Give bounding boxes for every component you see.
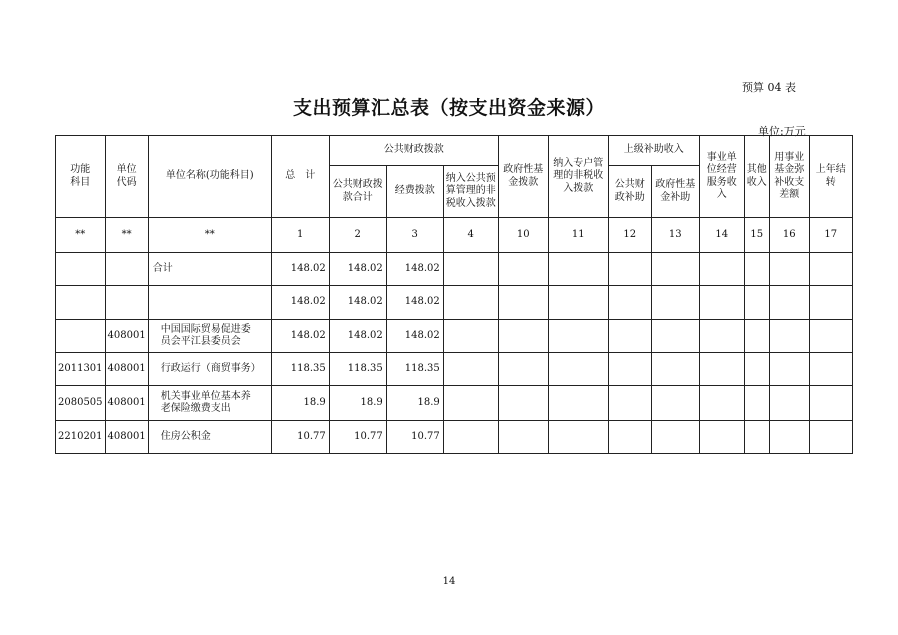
empty-cell — [548, 386, 608, 421]
index-cell: ** — [56, 218, 106, 253]
header-func-subject-label: 功能 科目 — [70, 164, 91, 188]
empty-cell — [744, 253, 769, 286]
header-non-tax-revenue — [443, 166, 498, 218]
header-operating-funds — [386, 166, 443, 218]
unit-code-cell: 408001 — [105, 320, 148, 353]
header-public-finance-total — [329, 166, 386, 218]
empty-cell — [699, 286, 744, 320]
empty-cell — [498, 253, 548, 286]
empty-cell — [498, 320, 548, 353]
header-unit-code-label: 单位 代码 — [116, 164, 137, 188]
public-finance-total-cell: 148.02 — [329, 320, 386, 353]
func-code-cell: 2080505 — [56, 386, 106, 421]
header-operating-funds-label: 经费拨款 — [394, 185, 435, 197]
index-cell: 4 — [443, 218, 498, 253]
index-cell: 11 — [548, 218, 608, 253]
index-cell: ** — [105, 218, 148, 253]
empty-cell — [651, 353, 699, 386]
unit-code-cell: 408001 — [105, 421, 148, 454]
empty-cell — [769, 386, 809, 421]
header-public-finance-group-label: 公共财政拨款 — [383, 144, 444, 156]
header-other-income-label: 其他 收入 — [746, 164, 767, 188]
empty-cell — [809, 386, 852, 421]
empty-cell — [809, 353, 852, 386]
public-finance-total-cell: 148.02 — [329, 253, 386, 286]
empty-cell — [699, 386, 744, 421]
empty-cell — [809, 421, 852, 454]
table-row — [56, 320, 853, 353]
empty-cell — [608, 421, 651, 454]
total-cell: 148.02 — [271, 320, 329, 353]
empty-cell — [443, 320, 498, 353]
empty-cell — [608, 286, 651, 320]
header-public-finance-subsidy — [608, 166, 651, 218]
header-unit-name-label: 单位名称(功能科目) — [165, 170, 254, 182]
public-finance-total-cell: 118.35 — [329, 353, 386, 386]
empty-cell — [699, 353, 744, 386]
header-total-label: 总 计 — [285, 170, 316, 182]
empty-cell — [769, 253, 809, 286]
func-code-cell — [56, 286, 106, 320]
empty-cell — [651, 421, 699, 454]
empty-cell — [608, 320, 651, 353]
empty-cell — [651, 386, 699, 421]
empty-cell — [548, 286, 608, 320]
empty-cell — [809, 253, 852, 286]
unit-name-cell: 住房公积金 — [148, 421, 271, 454]
header-fund-balance — [769, 136, 809, 218]
index-cell: 17 — [809, 218, 852, 253]
unit-name-cell — [148, 286, 271, 320]
table-row — [56, 421, 853, 454]
operating-funds-cell: 148.02 — [386, 253, 443, 286]
unit-code-cell: 408001 — [105, 353, 148, 386]
header-func-subject — [56, 136, 106, 218]
empty-cell — [744, 386, 769, 421]
index-cell: 15 — [744, 218, 769, 253]
index-cell: 3 — [386, 218, 443, 253]
header-special-nontax-label: 纳入专户管 理的非税收 入拨款 — [553, 157, 604, 194]
unit-code-cell — [105, 253, 148, 286]
header-unit-name — [148, 136, 271, 218]
empty-cell — [651, 320, 699, 353]
header-gov-fund-label: 政府性基 金拨款 — [503, 164, 544, 188]
public-finance-total-cell: 10.77 — [329, 421, 386, 454]
empty-cell — [769, 353, 809, 386]
index-cell: 14 — [699, 218, 744, 253]
table-row — [56, 353, 853, 386]
func-code-cell: 2011301 — [56, 353, 106, 386]
budget-table — [55, 135, 853, 454]
header-special-nontax — [548, 136, 608, 218]
empty-cell — [498, 421, 548, 454]
unit-code-cell: 408001 — [105, 386, 148, 421]
index-cell: 10 — [498, 218, 548, 253]
header-other-income — [744, 136, 769, 218]
empty-cell — [809, 320, 852, 353]
operating-funds-cell: 118.35 — [386, 353, 443, 386]
document-title: 支出预算汇总表（按支出资金来源） — [292, 97, 605, 119]
table-row — [56, 386, 853, 421]
empty-cell — [608, 353, 651, 386]
total-cell: 10.77 — [271, 421, 329, 454]
header-total — [271, 136, 329, 218]
func-code-cell — [56, 320, 106, 353]
header-fund-balance-label: 用事业 基金弥 补收支 差额 — [774, 151, 805, 200]
header-business-income-label: 事业单 位经营 服务收 入 — [706, 151, 737, 200]
header-unit-code — [105, 136, 148, 218]
total-cell: 148.02 — [271, 253, 329, 286]
empty-cell — [548, 320, 608, 353]
index-row — [56, 218, 853, 253]
empty-cell — [548, 353, 608, 386]
empty-cell — [608, 386, 651, 421]
empty-cell — [651, 286, 699, 320]
index-cell: 13 — [651, 218, 699, 253]
empty-cell — [443, 353, 498, 386]
header-gov-fund-subsidy-label: 政府性基 金补助 — [655, 179, 696, 203]
page-number: 14 — [442, 576, 456, 587]
func-code-cell: 2210201 — [56, 421, 106, 454]
unit-name-cell: 行政运行（商贸事务） — [148, 353, 271, 386]
empty-cell — [744, 320, 769, 353]
index-cell: 16 — [769, 218, 809, 253]
empty-cell — [498, 286, 548, 320]
table-row — [56, 286, 853, 320]
index-cell: 12 — [608, 218, 651, 253]
header-public-finance-total-label: 公共财政拨 款合计 — [332, 179, 383, 203]
header-gov-fund — [498, 136, 548, 218]
header-public-finance-subsidy-label: 公共财 政补助 — [614, 179, 645, 203]
header-business-income — [699, 136, 744, 218]
header-non-tax-revenue-label: 纳入公共预 算管理的非 税收入拨款 — [445, 172, 496, 209]
header-higher-subsidy-group — [608, 136, 699, 166]
unit-name-cell: 中国国际贸易促进委 员会平江县委员会 — [148, 320, 271, 353]
func-code-cell — [56, 253, 106, 286]
operating-funds-cell: 148.02 — [386, 320, 443, 353]
unit-name-cell: 机关事业单位基本养 老保险缴费支出 — [148, 386, 271, 421]
empty-cell — [608, 253, 651, 286]
empty-cell — [699, 421, 744, 454]
public-finance-total-cell: 148.02 — [329, 286, 386, 320]
empty-cell — [769, 421, 809, 454]
unit-label: 单位:万元 — [758, 125, 806, 138]
empty-cell — [744, 421, 769, 454]
empty-cell — [443, 386, 498, 421]
empty-cell — [699, 320, 744, 353]
form-number: 预算 04 表 — [742, 81, 796, 94]
total-cell: 18.9 — [271, 386, 329, 421]
empty-cell — [744, 353, 769, 386]
index-cell: 2 — [329, 218, 386, 253]
total-cell: 118.35 — [271, 353, 329, 386]
unit-code-cell — [105, 286, 148, 320]
public-finance-total-cell: 18.9 — [329, 386, 386, 421]
index-cell: ** — [148, 218, 271, 253]
empty-cell — [769, 286, 809, 320]
empty-cell — [443, 421, 498, 454]
header-gov-fund-subsidy — [651, 166, 699, 218]
header-public-finance-group — [329, 136, 498, 166]
empty-cell — [769, 320, 809, 353]
empty-cell — [443, 253, 498, 286]
operating-funds-cell: 18.9 — [386, 386, 443, 421]
empty-cell — [548, 421, 608, 454]
empty-cell — [809, 286, 852, 320]
header-higher-subsidy-group-label: 上级补助收入 — [623, 144, 684, 156]
operating-funds-cell: 10.77 — [386, 421, 443, 454]
total-cell: 148.02 — [271, 286, 329, 320]
empty-cell — [498, 353, 548, 386]
empty-cell — [548, 253, 608, 286]
table-row — [56, 253, 853, 286]
header-carryover — [809, 136, 852, 218]
unit-name-cell: 合计 — [148, 253, 271, 286]
header-carryover-label: 上年结转 — [815, 164, 846, 188]
empty-cell — [651, 253, 699, 286]
empty-cell — [498, 386, 548, 421]
empty-cell — [699, 253, 744, 286]
empty-cell — [443, 286, 498, 320]
operating-funds-cell: 148.02 — [386, 286, 443, 320]
empty-cell — [744, 286, 769, 320]
index-cell: 1 — [271, 218, 329, 253]
